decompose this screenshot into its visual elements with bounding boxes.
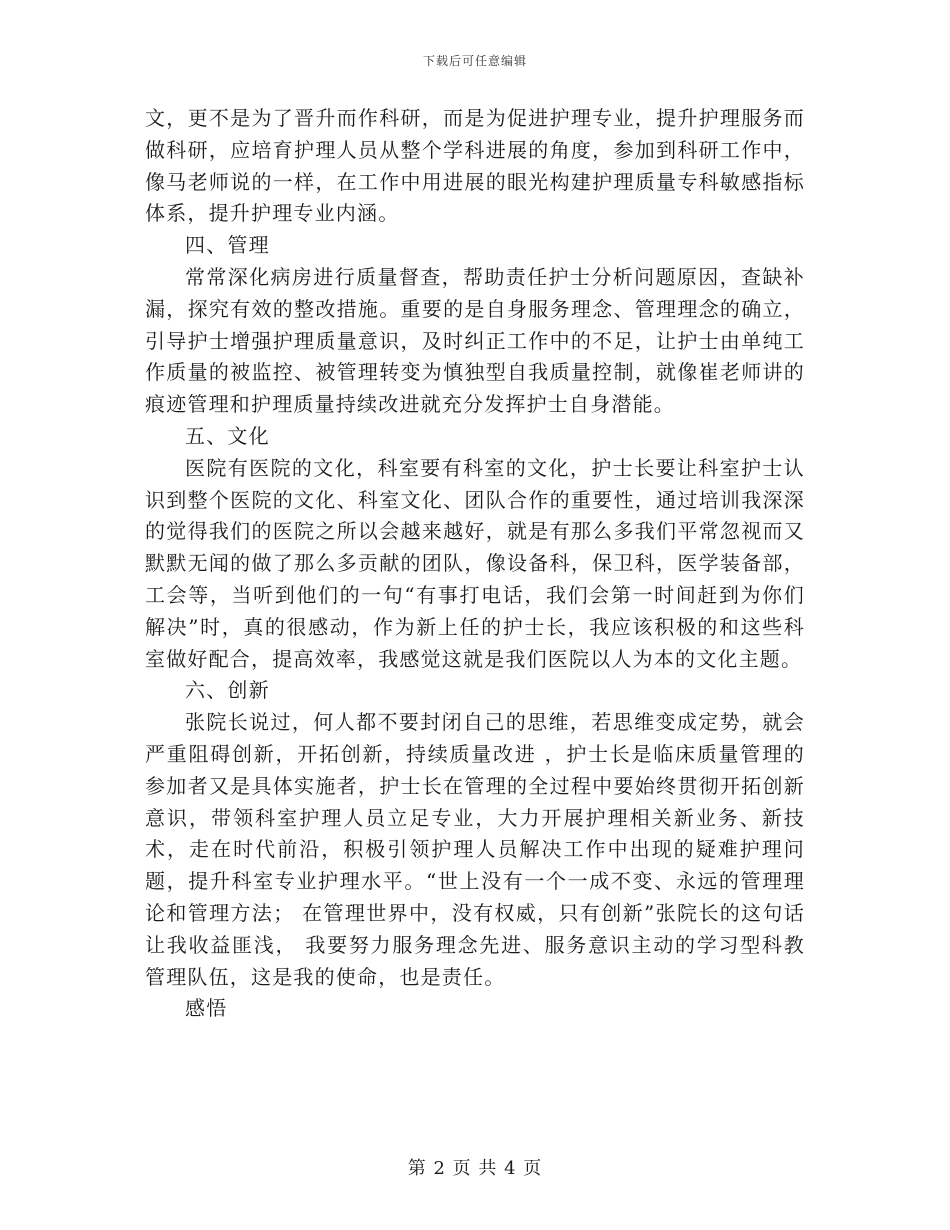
page-number: 第 2 页 共 4 页 <box>407 1158 543 1179</box>
paragraph-continued: 文，更不是为了晋升而作科研，而是为促进护理专业，提升护理服务而做科研，应培育护理人员从整个学科进展的角度，参加到科研工作中，像马老师说的一样，在工作中用进展的眼光构建护理质量专科敏感指标体系，提升护理专业内涵。 <box>145 106 805 226</box>
section-heading-management: 四、管理 <box>185 233 270 258</box>
section-heading-innovation: 六、创新 <box>185 678 270 703</box>
paragraph-innovation: 张院长说过，何人都不要封闭自己的思维，若思维变成定势，就会严重阻碍创新，开拓创新，持续质量改进 ，护士长是临床质量管理的参加者又是具体实施者，护士长在管理的全过程中要始终贯彻开拓创新意识，带领科室护理人员立足专业，大力开展护理相关新业务、新技术，走在时代前沿，积极引领护理人员解决工作中出现的疑难护理问题，提升科室专业护理水平。“世上没有一个一成不变、永远的管理理论和管理方法； 在管理世界中，没有权威，只有创新”张院长的这句话让我收益匪浅， 我要努力服务理念先进、服务意识主动的学习型科教管理队伍，这是我的使命，也是责任。 <box>145 710 805 989</box>
section-heading-reflection: 感悟 <box>185 996 228 1021</box>
paragraph-culture: 医院有医院的文化，科室要有科室的文化，护士长要让科室护士认识到整个医院的文化、科室文化、团队合作的重要性，通过培训我深深的觉得我们的医院之所以会越来越好，就是有那么多我们平常忽视而又默默无闻的做了那么多贡献的团队，像设备科，保卫科，医学装备部，工会等，当听到他们的一句“有事打电话，我们会第一时间赶到为你们解决”时，真的很感动，作为新上任的护士长，我应该积极的和这些科室做好配合，提高效率，我感觉这就是我们医院以人为本的文化主题。 <box>145 455 805 671</box>
page-header: 下载后可任意编辑 <box>422 54 527 68</box>
document-body <box>145 103 805 1025</box>
section-heading-culture: 五、文化 <box>185 423 270 448</box>
paragraph-management: 常常深化病房进行质量督查，帮助责任护士分析问题原因，查缺补漏，探究有效的整改措施。重要的是自身服务理念、管理理念的确立，引导护士增强护理质量意识，及时纠正工作中的不足，让护士由单纯工作质量的被监控、被管理转变为慎独型自我质量控制，就像崔老师讲的痕迹管理和护理质量持续改进就充分发挥护士自身潜能。 <box>145 264 805 417</box>
page-footer <box>0 1154 950 1180</box>
